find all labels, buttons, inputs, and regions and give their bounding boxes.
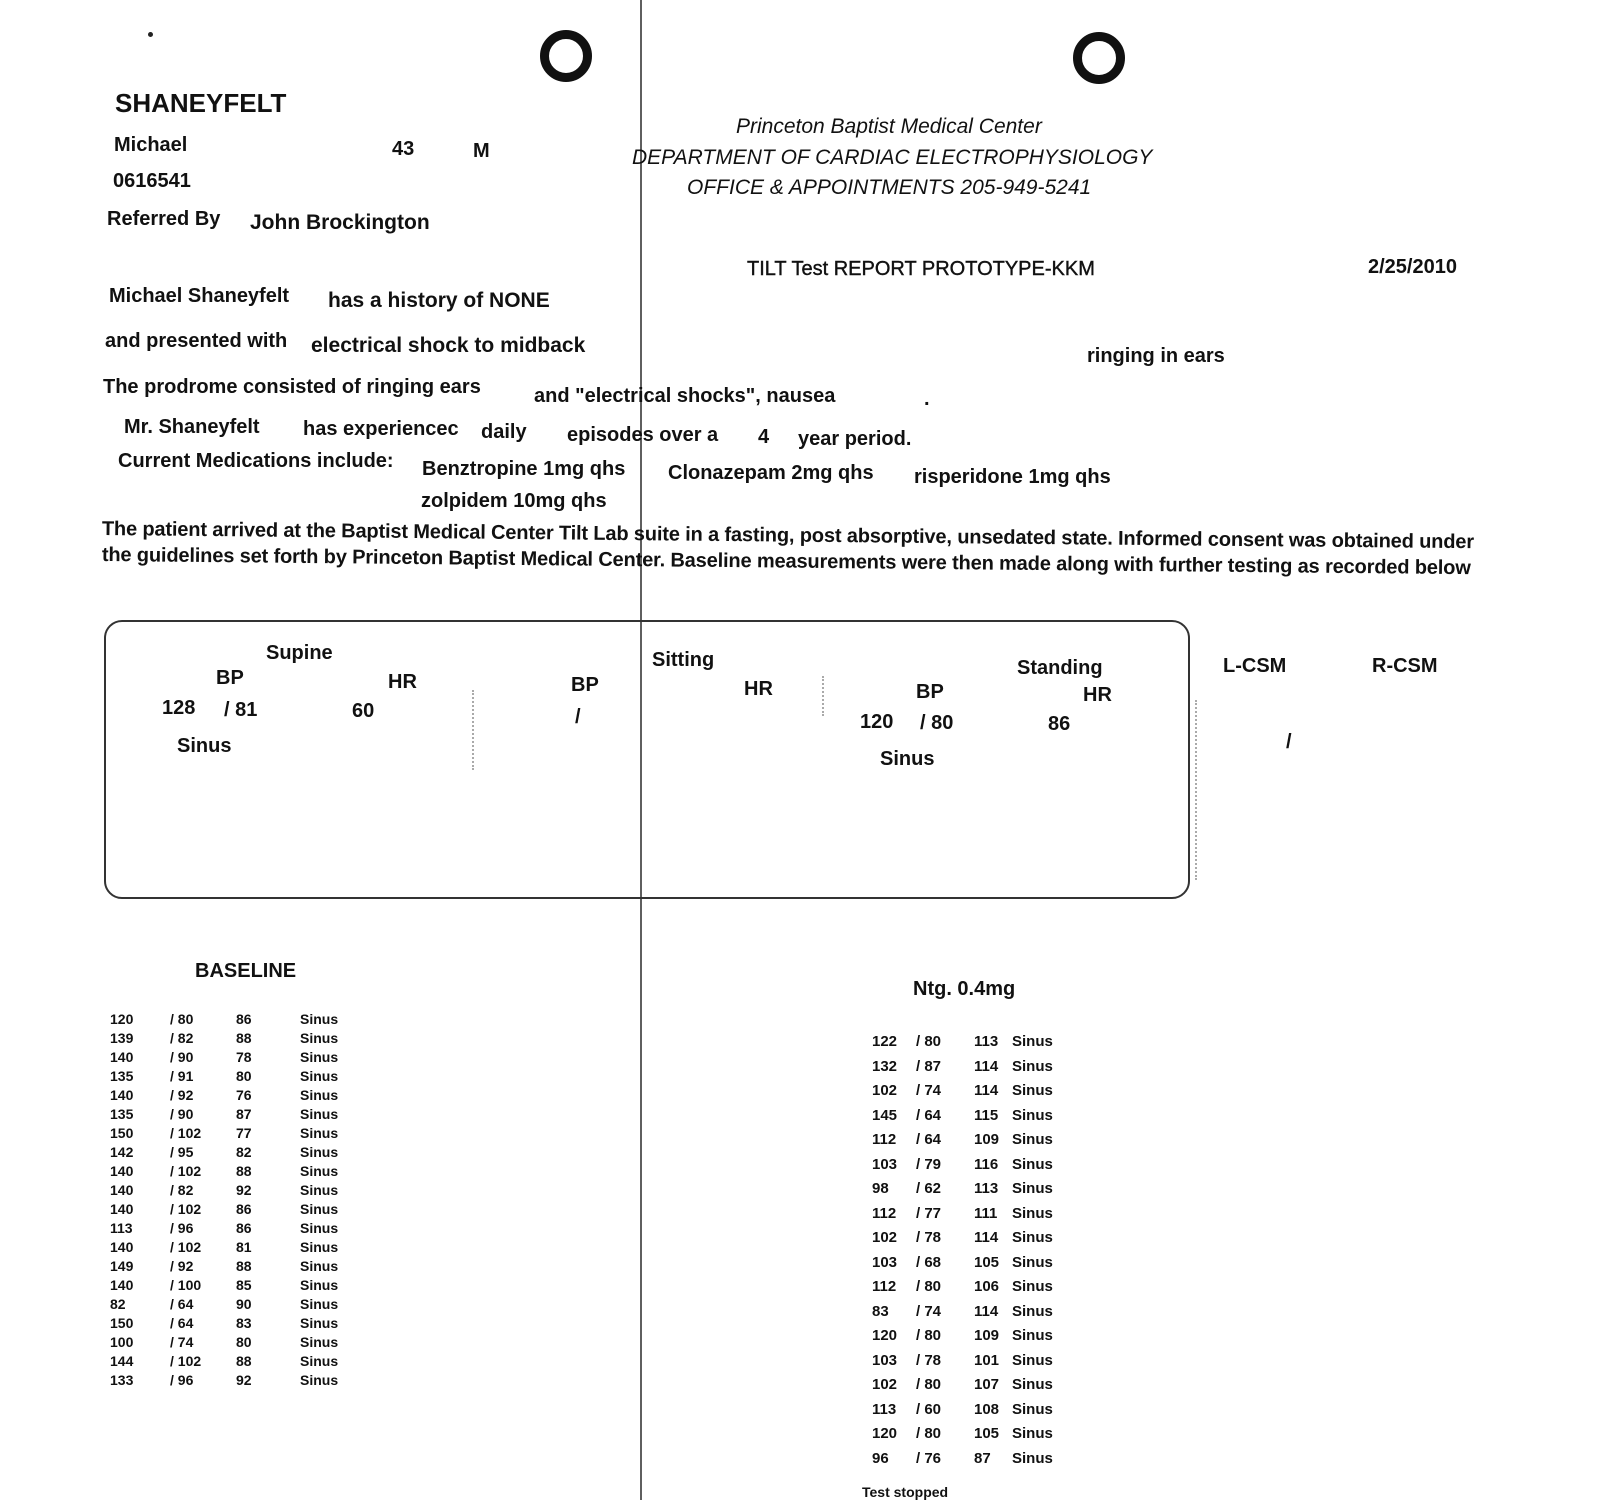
ntg-bp-systolic: 83: [872, 1302, 889, 1320]
ntg-rhythm: Sinus: [1012, 1180, 1053, 1197]
supine-label: Supine: [266, 642, 333, 664]
medication-benztropine: Benztropine 1mg qhs: [422, 458, 626, 480]
ntg-bp-diastolic: / 79: [916, 1155, 942, 1173]
standing-bp-systolic: 120: [860, 711, 894, 733]
baseline-bp-systolic: 150: [110, 1125, 134, 1141]
ntg-bp-systolic: 120: [872, 1425, 898, 1442]
baseline-bp-diastolic: / 92: [170, 1087, 194, 1103]
ntg-bp-systolic: 132: [872, 1057, 898, 1075]
ntg-rhythm: Sinus: [1012, 1449, 1053, 1467]
ntg-bp-diastolic: / 74: [916, 1082, 942, 1099]
baseline-row: [108, 1238, 368, 1257]
baseline-bp-diastolic: / 95: [170, 1144, 194, 1160]
baseline-bp-diastolic: / 102: [170, 1125, 202, 1141]
vitals-divider-2: [822, 676, 824, 716]
ntg-bp-systolic: 103: [872, 1253, 898, 1271]
medication-zolpidem: zolpidem 10mg qhs: [421, 490, 607, 512]
ntg-bp-systolic: 103: [872, 1155, 898, 1173]
ntg-bp-diastolic: / 68: [916, 1253, 942, 1271]
baseline-bp-diastolic: / 82: [170, 1182, 194, 1198]
baseline-heart-rate: 81: [236, 1239, 252, 1255]
baseline-bp-diastolic: / 102: [170, 1163, 202, 1179]
ntg-rhythm: Sinus: [1012, 1057, 1053, 1075]
baseline-heart-rate: 86: [236, 1201, 252, 1217]
prodrome-label: The prodrome consisted of ringing ears: [103, 376, 481, 398]
ntg-bp-diastolic: / 64: [916, 1106, 942, 1124]
report-date: 2/25/2010: [1368, 256, 1457, 278]
baseline-heart-rate: 76: [236, 1087, 252, 1103]
ntg-heart-rate: 113: [974, 1180, 999, 1197]
baseline-rhythm: Sinus: [300, 1334, 339, 1350]
ntg-heart-rate: 105: [974, 1425, 1000, 1442]
baseline-bp-systolic: 135: [110, 1106, 134, 1122]
ntg-bp-systolic: 103: [872, 1351, 898, 1369]
consent-line-1: The patient arrived at the Baptist Medical Center Tilt Lab suite in a fasting, post absorptive, unsedated state. Informed consent was obtained under: [101, 518, 1475, 554]
baseline-rhythm: Sinus: [300, 1163, 339, 1179]
presented-value: electrical shock to midback: [311, 334, 586, 357]
standing-hr-value: 86: [1048, 713, 1071, 735]
csm-value: /: [1286, 731, 1292, 753]
baseline-rhythm: Sinus: [300, 1277, 339, 1293]
ntg-bp-diastolic: / 64: [916, 1131, 942, 1148]
ntg-row: [866, 1251, 1086, 1276]
baseline-row: [108, 1295, 368, 1314]
ntg-bp-diastolic: / 80: [916, 1425, 942, 1442]
ntg-footer: Test stopped: [862, 1484, 949, 1500]
patient-first-name: Michael: [114, 134, 188, 156]
patient-last-name: SHANEYFELT: [115, 88, 287, 118]
supine-bp-diastolic: / 81: [224, 699, 258, 721]
baseline-rhythm: Sinus: [300, 1182, 339, 1198]
standing-bp-label: BP: [916, 681, 944, 703]
ntg-row: [866, 1177, 1086, 1202]
patient-sex: M: [473, 140, 490, 162]
ntg-heart-rate: 114: [974, 1302, 999, 1320]
ntg-heart-rate: 106: [974, 1278, 1000, 1295]
episodes-period: year period.: [798, 428, 912, 450]
supine-hr-label: HR: [388, 671, 417, 693]
ntg-bp-diastolic: / 80: [916, 1033, 942, 1050]
baseline-row: [108, 1086, 368, 1105]
baseline-bp-systolic: 140: [110, 1087, 134, 1103]
baseline-rhythm: Sinus: [300, 1068, 339, 1084]
baseline-bp-systolic: 150: [110, 1315, 134, 1331]
baseline-bp-systolic: 120: [110, 1011, 134, 1027]
baseline-rhythm: Sinus: [300, 1030, 339, 1046]
baseline-bp-diastolic: / 91: [170, 1068, 194, 1084]
ntg-heart-rate: 115: [974, 1106, 999, 1124]
vitals-divider-3: [1195, 700, 1197, 880]
baseline-bp-diastolic: / 92: [170, 1258, 194, 1274]
ntg-heart-rate: 109: [974, 1131, 1000, 1148]
ntg-row: [866, 1153, 1086, 1178]
baseline-heart-rate: 83: [236, 1315, 252, 1331]
presented-extra: ringing in ears: [1087, 345, 1225, 367]
patient-age: 43: [392, 138, 415, 160]
medication-clonazepam: Clonazepam 2mg qhs: [668, 462, 874, 484]
ntg-bp-systolic: 145: [872, 1106, 898, 1124]
baseline-bp-systolic: 139: [110, 1030, 134, 1046]
ntg-row: [866, 1055, 1086, 1080]
baseline-row: [108, 1105, 368, 1124]
baseline-bp-diastolic: / 102: [170, 1201, 202, 1217]
medications-label: Current Medications include:: [118, 450, 394, 472]
ntg-title: Ntg. 0.4mg: [913, 978, 1016, 1000]
baseline-rhythm: Sinus: [300, 1258, 339, 1274]
baseline-rhythm: Sinus: [300, 1144, 339, 1160]
baseline-rhythm: Sinus: [300, 1201, 339, 1217]
punch-hole-right: [1073, 32, 1125, 84]
standing-bp-diastolic: / 80: [920, 712, 954, 734]
prodrome-value: and "electrical shocks", nausea: [534, 385, 836, 407]
ntg-heart-rate: 111: [974, 1204, 998, 1222]
ntg-row: [866, 1275, 1086, 1300]
ntg-rhythm: Sinus: [1012, 1302, 1053, 1320]
ntg-heart-rate: 105: [974, 1253, 1000, 1271]
baseline-heart-rate: 90: [236, 1296, 252, 1312]
scan-speck: [148, 32, 153, 37]
baseline-bp-diastolic: / 80: [170, 1011, 194, 1027]
ntg-bp-systolic: 122: [872, 1033, 898, 1050]
baseline-row: [108, 1048, 368, 1067]
baseline-heart-rate: 92: [236, 1372, 252, 1388]
ntg-row: [866, 1128, 1086, 1153]
ntg-bp-systolic: 102: [872, 1082, 898, 1099]
baseline-bp-systolic: 142: [110, 1144, 134, 1160]
ntg-row: [866, 1398, 1086, 1423]
baseline-bp-systolic: 144: [110, 1353, 134, 1369]
presented-label: and presented with: [105, 330, 288, 352]
ntg-heart-rate: 113: [974, 1033, 999, 1050]
baseline-bp-systolic: 140: [110, 1277, 134, 1293]
ntg-row: [866, 1324, 1086, 1349]
ntg-rhythm: Sinus: [1012, 1278, 1053, 1295]
prodrome-dot: .: [924, 388, 930, 410]
baseline-rhythm: Sinus: [300, 1315, 339, 1331]
baseline-heart-rate: 88: [236, 1163, 252, 1179]
ntg-rhythm: Sinus: [1012, 1351, 1053, 1369]
patient-mrn: 0616541: [113, 170, 191, 192]
baseline-bp-systolic: 140: [110, 1049, 134, 1065]
ntg-bp-diastolic: / 60: [916, 1400, 942, 1418]
ntg-heart-rate: 108: [974, 1400, 1000, 1418]
baseline-bp-diastolic: / 90: [170, 1106, 194, 1122]
ntg-bp-diastolic: / 74: [916, 1302, 942, 1320]
baseline-heart-rate: 88: [236, 1353, 252, 1369]
baseline-heart-rate: 86: [236, 1011, 252, 1027]
baseline-title: BASELINE: [195, 960, 297, 982]
baseline-bp-systolic: 82: [110, 1296, 126, 1312]
supine-rhythm: Sinus: [177, 735, 232, 757]
baseline-heart-rate: 78: [236, 1049, 252, 1065]
baseline-bp-systolic: 149: [110, 1258, 134, 1274]
baseline-heart-rate: 80: [236, 1334, 252, 1350]
baseline-bp-systolic: 100: [110, 1334, 134, 1350]
baseline-bp-diastolic: / 64: [170, 1296, 194, 1312]
standing-rhythm: Sinus: [880, 748, 935, 770]
ntg-bp-diastolic: / 78: [916, 1229, 942, 1246]
episodes-label: has experiencec: [303, 418, 459, 440]
ntg-rhythm: Sinus: [1012, 1155, 1053, 1173]
baseline-row: [108, 1200, 368, 1219]
consent-line-2: the guidelines set forth by Princeton Baptist Medical Center. Baseline measurements were then made along with further testing as recorded below: [101, 544, 1471, 580]
medication-risperidone: risperidone 1mg qhs: [914, 466, 1111, 488]
baseline-rhythm: Sinus: [300, 1087, 339, 1103]
ntg-rhythm: Sinus: [1012, 1327, 1053, 1344]
ntg-rhythm: Sinus: [1012, 1253, 1053, 1271]
ntg-row: [866, 1104, 1086, 1129]
ntg-bp-diastolic: / 77: [916, 1204, 942, 1222]
ntg-rhythm: Sinus: [1012, 1033, 1053, 1050]
ntg-row: [866, 1030, 1086, 1055]
ntg-row: [866, 1349, 1086, 1374]
ntg-bp-systolic: 113: [872, 1400, 897, 1418]
baseline-row: [108, 1314, 368, 1333]
baseline-row: [108, 1257, 368, 1276]
baseline-row: [108, 1029, 368, 1048]
ntg-bp-diastolic: / 80: [916, 1327, 942, 1344]
baseline-row: [108, 1333, 368, 1352]
baseline-heart-rate: 80: [236, 1068, 252, 1084]
baseline-bp-diastolic: / 64: [170, 1315, 194, 1331]
department-name: DEPARTMENT OF CARDIAC ELECTROPHYSIOLOGY: [632, 146, 1153, 169]
baseline-heart-rate: 88: [236, 1258, 252, 1274]
ntg-heart-rate: 116: [974, 1155, 999, 1173]
baseline-bp-systolic: 140: [110, 1182, 134, 1198]
baseline-bp-systolic: 113: [110, 1220, 133, 1236]
ntg-row: [866, 1447, 1086, 1472]
ntg-table: [866, 1030, 1086, 1471]
baseline-heart-rate: 77: [236, 1125, 252, 1141]
ntg-rhythm: Sinus: [1012, 1131, 1053, 1148]
sitting-label: Sitting: [652, 649, 715, 671]
standing-label: Standing: [1017, 657, 1103, 679]
baseline-rhythm: Sinus: [300, 1011, 339, 1027]
office-info: OFFICE & APPOINTMENTS 205-949-5241: [687, 176, 1092, 199]
referred-by-label: Referred By: [107, 208, 221, 230]
baseline-row: [108, 1181, 368, 1200]
ntg-bp-diastolic: / 78: [916, 1351, 942, 1369]
baseline-bp-systolic: 140: [110, 1201, 134, 1217]
history-name: Michael Shaneyfelt: [109, 285, 290, 307]
baseline-row: [108, 1352, 368, 1371]
baseline-row: [108, 1219, 368, 1238]
ntg-heart-rate: 114: [974, 1082, 999, 1099]
ntg-bp-systolic: 112: [872, 1278, 897, 1295]
referred-by-value: John Brockington: [250, 211, 430, 234]
supine-hr-value: 60: [352, 700, 375, 722]
ntg-row: [866, 1202, 1086, 1227]
ntg-row: [866, 1300, 1086, 1325]
ntg-bp-systolic: 102: [872, 1376, 898, 1393]
ntg-row: [866, 1422, 1086, 1447]
ntg-bp-systolic: 102: [872, 1229, 898, 1246]
baseline-rhythm: Sinus: [300, 1220, 339, 1236]
punch-hole-left: [540, 30, 592, 82]
baseline-heart-rate: 82: [236, 1144, 252, 1160]
ntg-bp-systolic: 112: [872, 1131, 897, 1148]
baseline-rhythm: Sinus: [300, 1125, 339, 1141]
episodes-over: episodes over a: [567, 424, 719, 446]
supine-bp-systolic: 128: [162, 697, 196, 719]
ntg-heart-rate: 101: [974, 1351, 1000, 1369]
baseline-row: [108, 1124, 368, 1143]
baseline-row: [108, 1067, 368, 1086]
ntg-bp-diastolic: / 76: [916, 1449, 942, 1467]
baseline-rhythm: Sinus: [300, 1372, 339, 1388]
baseline-bp-diastolic: / 100: [170, 1277, 202, 1293]
baseline-row: [108, 1010, 368, 1029]
baseline-rhythm: Sinus: [300, 1353, 339, 1369]
ntg-rhythm: Sinus: [1012, 1400, 1053, 1418]
sitting-bp-value: /: [575, 706, 581, 728]
baseline-row: [108, 1162, 368, 1181]
baseline-bp-diastolic: / 102: [170, 1353, 202, 1369]
baseline-row: [108, 1143, 368, 1162]
baseline-heart-rate: 85: [236, 1277, 252, 1293]
ntg-bp-diastolic: / 80: [916, 1376, 942, 1393]
ntg-bp-diastolic: / 80: [916, 1278, 942, 1295]
history-text: has a history of NONE: [328, 289, 550, 312]
ntg-heart-rate: 107: [974, 1376, 1000, 1393]
ntg-heart-rate: 109: [974, 1327, 1000, 1344]
vitals-divider-1: [472, 690, 474, 770]
rcsm-label: R-CSM: [1372, 655, 1438, 677]
ntg-bp-diastolic: / 87: [916, 1057, 942, 1075]
episodes-frequency: daily: [481, 421, 527, 443]
baseline-bp-diastolic: / 96: [170, 1220, 194, 1236]
baseline-heart-rate: 86: [236, 1220, 252, 1236]
supine-bp-label: BP: [216, 667, 244, 689]
episodes-name: Mr. Shaneyfelt: [124, 416, 260, 438]
baseline-row: [108, 1371, 368, 1390]
baseline-rhythm: Sinus: [300, 1106, 339, 1122]
baseline-bp-diastolic: / 74: [170, 1334, 194, 1350]
baseline-heart-rate: 92: [236, 1182, 252, 1198]
baseline-bp-diastolic: / 90: [170, 1049, 194, 1065]
ntg-row: [866, 1373, 1086, 1398]
ntg-heart-rate: 114: [974, 1229, 999, 1246]
sitting-bp-label: BP: [571, 674, 599, 696]
baseline-bp-diastolic: / 96: [170, 1372, 194, 1388]
ntg-rhythm: Sinus: [1012, 1425, 1053, 1442]
baseline-rhythm: Sinus: [300, 1049, 339, 1065]
baseline-rhythm: Sinus: [300, 1239, 339, 1255]
ntg-row: [866, 1226, 1086, 1251]
ntg-bp-systolic: 112: [872, 1204, 897, 1222]
baseline-bp-systolic: 140: [110, 1163, 134, 1179]
ntg-rhythm: Sinus: [1012, 1082, 1053, 1099]
ntg-rhythm: Sinus: [1012, 1376, 1053, 1393]
baseline-rhythm: Sinus: [300, 1296, 339, 1312]
ntg-rhythm: Sinus: [1012, 1204, 1053, 1222]
report-title: TILT Test REPORT PROTOTYPE-KKM: [747, 258, 1095, 280]
baseline-table: [108, 1010, 368, 1390]
hospital-name: Princeton Baptist Medical Center: [736, 115, 1042, 138]
ntg-bp-systolic: 96: [872, 1449, 889, 1467]
episodes-number: 4: [758, 426, 770, 448]
ntg-heart-rate: 87: [974, 1449, 991, 1467]
ntg-heart-rate: 114: [974, 1057, 999, 1075]
standing-hr-label: HR: [1083, 684, 1112, 706]
baseline-heart-rate: 88: [236, 1030, 252, 1046]
baseline-heart-rate: 87: [236, 1106, 252, 1122]
baseline-bp-diastolic: / 102: [170, 1239, 202, 1255]
ntg-row: [866, 1079, 1086, 1104]
baseline-bp-systolic: 140: [110, 1239, 134, 1255]
baseline-bp-systolic: 133: [110, 1372, 134, 1388]
baseline-bp-systolic: 135: [110, 1068, 134, 1084]
baseline-bp-diastolic: / 82: [170, 1030, 194, 1046]
ntg-bp-diastolic: / 62: [916, 1180, 942, 1197]
ntg-rhythm: Sinus: [1012, 1229, 1053, 1246]
ntg-bp-systolic: 120: [872, 1327, 898, 1344]
ntg-rhythm: Sinus: [1012, 1106, 1053, 1124]
baseline-row: [108, 1276, 368, 1295]
sitting-hr-label: HR: [744, 678, 773, 700]
ntg-bp-systolic: 98: [872, 1180, 889, 1197]
lcsm-label: L-CSM: [1223, 655, 1287, 677]
